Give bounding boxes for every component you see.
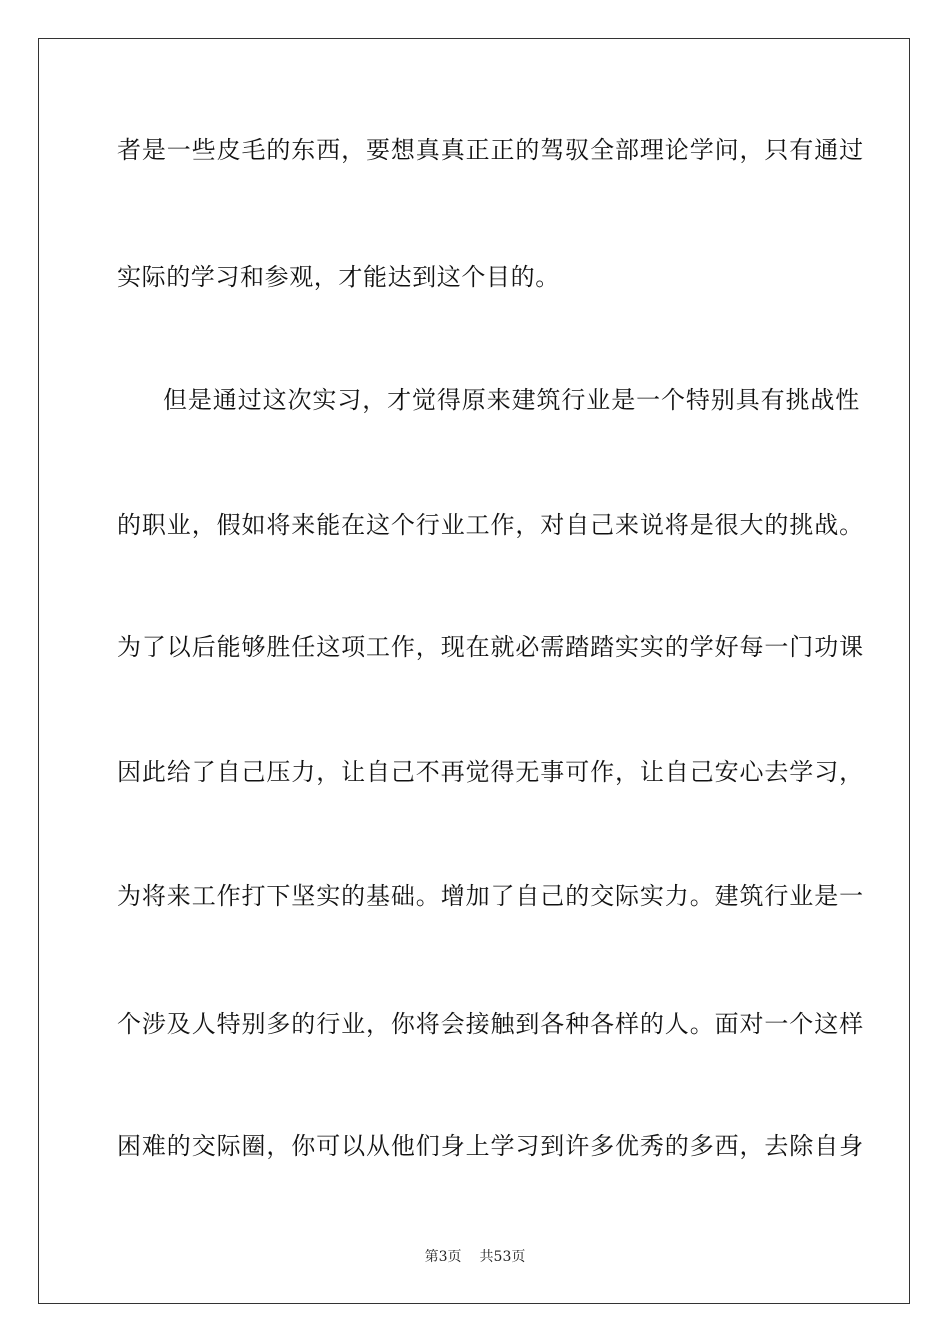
page-number: 第3页: [424, 1249, 462, 1265]
body-text-line: 个涉及人特别多的行业，你将会接触到各种各样的人。面对一个这样: [117, 1010, 864, 1038]
body-text-line: 困难的交际圈，你可以从他们身上学习到许多优秀的多西，去除自身: [117, 1132, 864, 1160]
page-footer: [0, 1248, 950, 1266]
page-border: [38, 38, 910, 1304]
page-total: 共53页: [479, 1249, 526, 1265]
body-text-line: 者是一些皮毛的东西，要想真真正正的驾驭全部理论学问，只有通过: [117, 136, 864, 164]
body-text-line: 为了以后能够胜任这项工作，现在就必需踏踏实实的学好每一门功课: [117, 633, 864, 661]
body-text-line: 因此给了自己压力，让自己不再觉得无事可作，让自己安心去学习，: [117, 758, 864, 786]
body-text-line: 为将来工作打下坚实的基础。增加了自己的交际实力。建筑行业是一: [117, 882, 864, 910]
body-text-line: 的职业，假如将来能在这个行业工作，对自己来说将是很大的挑战。: [117, 511, 864, 539]
body-text-line: 实际的学习和参观，才能达到这个目的。: [117, 263, 560, 291]
paragraph-first-line: 但是通过这次实习，才觉得原来建筑行业是一个特别具有挑战性: [163, 386, 861, 414]
